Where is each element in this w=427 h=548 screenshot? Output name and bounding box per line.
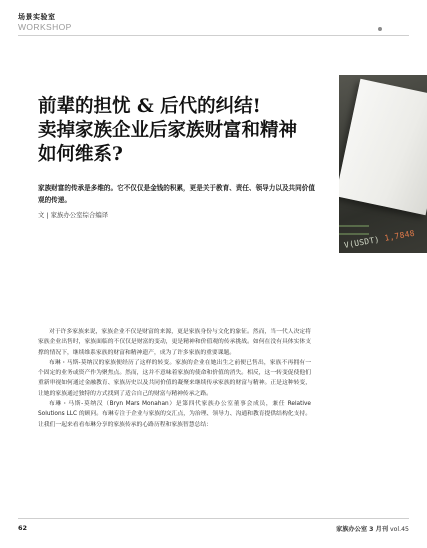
- header-dot-icon: [378, 27, 382, 31]
- article-title-line: 卖掉家族企业后家族财富和精神: [38, 120, 298, 141]
- issue-info: [336, 524, 409, 533]
- photo-stripe: [339, 225, 369, 227]
- footer-divider: [18, 518, 409, 519]
- issue-volume: vol.45: [389, 526, 409, 533]
- header-divider: [18, 35, 409, 36]
- article-body: [38, 327, 311, 430]
- article-byline: 文 | 家族办公室综合编译: [38, 211, 109, 219]
- section-label-en: WORKSHOP: [18, 22, 72, 32]
- photo-paper: [339, 79, 427, 216]
- body-paragraph: 对于许多家族来说，家族企业不仅是财富的来源，更是家族身份与文化的象征。然而，当一代人决定将家族企业出售时，家族面临的不仅仅是财富的变动，更是精神和价值观的传承挑战。如何在没有具体实体支撑的情况下，继续维系家族的财富和精神遗产，成为了许多家族的重要课题。: [38, 329, 311, 356]
- body-paragraph: 布琳・马斯-莫纳汉（Bryn Mars Monahan）是第四代家族办公室董事会成员，兼任 Relative Solutions LLC 的顾问。布琳专注于企业与家族的交汇点，为治理、领导力、沟通和教育提供结构化支持。让我们一起来看看布琳分享的家族传承的心路历程和家族智慧总结：: [38, 401, 311, 428]
- article-title: [38, 95, 338, 167]
- photo-stripe: [339, 233, 369, 235]
- article-subtitle: 家族财富的传承是多维的。它不仅仅是金钱的积累，更是关于教育、责任、领导力以及共同价值观的传递。: [38, 184, 315, 204]
- body-paragraph: 布琳・马斯-莫纳汉的家族便经历了这样的转变。家族的企业在她出生之前便已售出，家族不再拥有一个固定的业务或资产作为聚焦点。然而，这并不意味着家族的使命和价值的消失。相反，这一转变促使他们重新审视如何通过金融教育、家族历史以及共同价值的凝聚来继续传承家族的财富与精神。正是这种转变，让她的家族通过独特的方式找到了适合自己的财富与精神传承之路。: [38, 359, 311, 397]
- article-title-line: 如何维系?: [38, 144, 123, 165]
- article-title-line: 前辈的担忧 & 后代的纠结!: [38, 96, 261, 117]
- header-photo: [339, 75, 427, 253]
- section-label-cn: 场景实验室: [18, 13, 56, 21]
- page-number: 62: [18, 524, 28, 532]
- photo-screen-text: [343, 229, 415, 250]
- photo-screen-label: V(USDT): [343, 234, 381, 250]
- issue-title: 家族办公室 3 月刊: [336, 526, 389, 533]
- photo-screen-value: 1,7848: [383, 228, 416, 243]
